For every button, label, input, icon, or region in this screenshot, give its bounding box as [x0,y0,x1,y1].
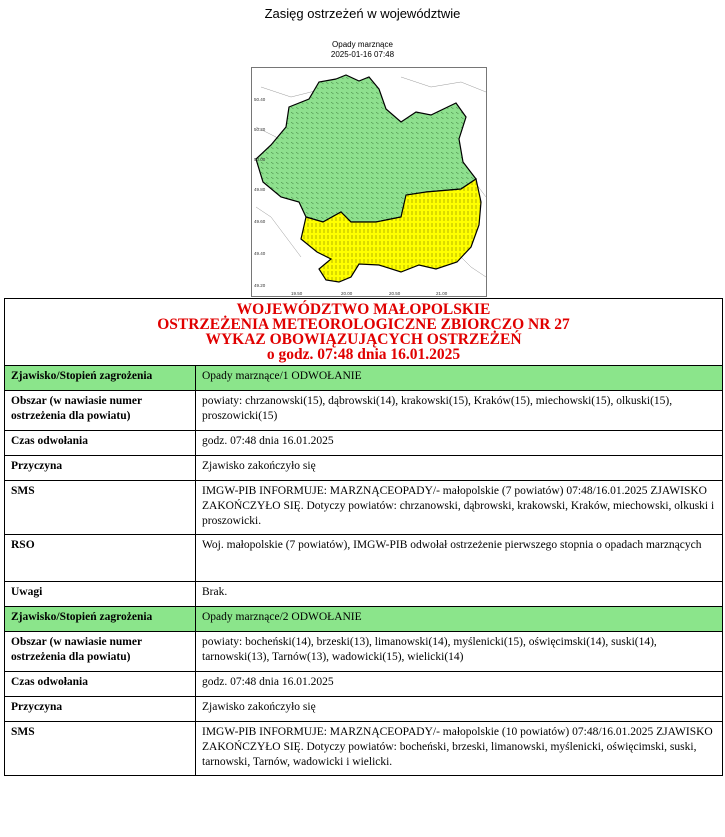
rso-value: Woj. małopolskie (7 powiatów), IMGW-PIB odwołał ostrzeżenie pierwszego stopnia o opadach marznących [196,535,723,582]
warnings-table [4,298,723,776]
lat-label: 49.20 [254,283,266,288]
area-label: Obszar (w nawiasie numer ostrzeżenia dla powiatu) [5,391,196,431]
area-label: Obszar (w nawiasie numer ostrzeżenia dla powiatu) [5,632,196,672]
report-header [5,299,723,366]
header-row [5,299,723,366]
lon-label: 20.00 [341,291,353,296]
lat-label: 49.40 [254,251,266,256]
table-row [5,722,723,776]
area-value: powiaty: bocheński(14), brzeski(13), limanowski(14), myślenicki(15), oświęcimski(14), suski(14), tarnowski(13), Tarnów(13), wadowicki(15), wielicki(14) [196,632,723,672]
lat-label: 49.80 [254,187,266,192]
header-line-2: OSTRZEŻENIA METEOROLOGICZNE ZBIORCZO NR 27 [157,316,570,333]
rso-label: RSO [5,535,196,582]
table-row [5,607,723,632]
time-label: Czas odwołania [5,672,196,697]
time-label: Czas odwołania [5,431,196,456]
sms-label: SMS [5,722,196,776]
lon-label: 20.50 [389,291,401,296]
cause-label: Przyczyna [5,697,196,722]
phenomenon-value: Opady marznące/2 ODWOŁANIE [196,607,723,632]
map-title: Opady marznące [332,40,393,49]
sms-value: IMGW-PIB INFORMUJE: MARZNĄCEOPADY/- małopolskie (10 powiatów) 07:48/16.01.2025 ZJAWISKO ZAKOŃCZYŁO SIĘ. Dotyczy powiatów: bocheński, brzeski, limanowski, myślenicki, oświęcimski, suski, tarnowski, Tarnów, wadowicki i wielicki. [196,722,723,776]
header-line-1: WOJEWÓDZTWO MAŁOPOLSKIE [236,301,491,318]
sms-value: IMGW-PIB INFORMUJE: MARZNĄCEOPADY/- małopolskie (7 powiatów) 07:48/16.01.2025 ZJAWISKO ZAKOŃCZYŁO SIĘ. Dotyczy powiatów: chrzanowski, dąbrowski, krakowski, Kraków, miechowski, olkuski i proszowicki. [196,481,723,535]
time-value: godz. 07:48 dnia 16.01.2025 [196,672,723,697]
table-row [5,366,723,391]
cause-value: Zjawisko zakończyło się [196,456,723,481]
cause-label: Przyczyna [5,456,196,481]
time-value: godz. 07:48 dnia 16.01.2025 [196,431,723,456]
warning-map [251,67,487,297]
lon-label: 19.50 [291,291,303,296]
table-row [5,481,723,535]
table-row [5,535,723,582]
table-row [5,697,723,722]
warning-map-svg [251,67,487,297]
table-row [5,582,723,607]
lat-label: 50.20 [254,127,266,132]
notes-label: Uwagi [5,582,196,607]
area-value: powiaty: chrzanowski(15), dąbrowski(14), krakowski(15), Kraków(15), miechowski(15), olkuski(15), proszowicki(15) [196,391,723,431]
table-row [5,672,723,697]
page-title: Zasięg ostrzeżeń w województwie [264,6,461,21]
map-title-block [0,40,725,60]
lat-label: 49.60 [254,219,266,224]
header-line-4: o godz. 07:48 dnia 16.01.2025 [266,346,461,363]
phenomenon-label: Zjawisko/Stopień zagrożenia [5,366,196,391]
table-row [5,391,723,431]
phenomenon-value: Opady marznące/1 ODWOŁANIE [196,366,723,391]
phenomenon-label: Zjawisko/Stopień zagrożenia [5,607,196,632]
lat-label: 50.00 [254,157,266,162]
map-datetime: 2025-01-16 07:48 [330,50,395,59]
header-line-3: WYKAZ OBOWIĄZUJĄCYCH OSTRZEŻEŃ [205,331,522,348]
notes-value: Brak. [196,582,723,607]
lon-label: 21.00 [436,291,448,296]
table-row [5,632,723,672]
table-row [5,456,723,481]
sms-label: SMS [5,481,196,535]
table-row [5,431,723,456]
cause-value: Zjawisko zakończyło się [196,697,723,722]
lat-label: 50.40 [254,97,266,102]
